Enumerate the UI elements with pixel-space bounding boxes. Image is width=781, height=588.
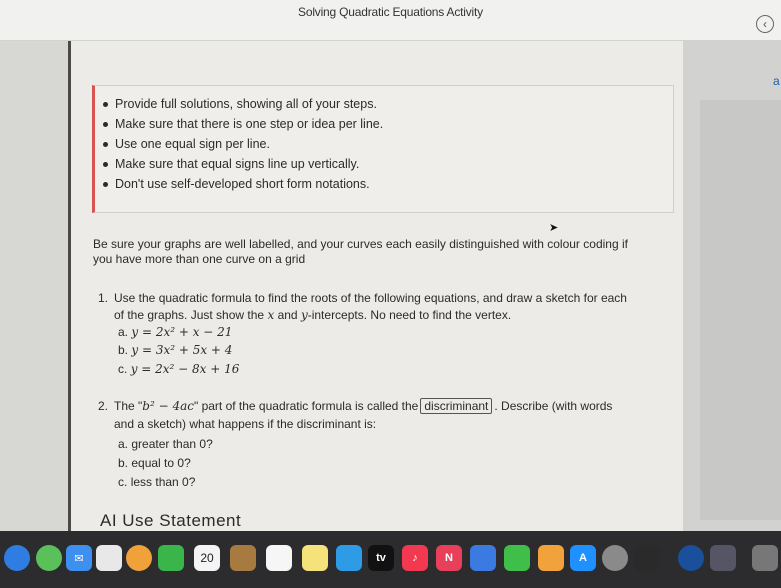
facetime-icon[interactable]: [158, 545, 184, 571]
item-letter: b.: [118, 343, 129, 357]
instruction-item: Don't use self-developed short form notations.: [115, 177, 370, 191]
item-letter: c.: [118, 475, 128, 489]
reminders-icon[interactable]: [266, 545, 292, 571]
browser-icon[interactable]: [678, 545, 704, 571]
q2-item-a: [118, 437, 213, 451]
ai-use-statement-heading: AI Use Statement: [100, 511, 242, 530]
news-icon[interactable]: N: [436, 545, 462, 571]
graph-note-line1: Be sure your graphs are well labelled, and your curves each easily distinguished with colour coding if: [93, 237, 628, 251]
left-gutter: [0, 41, 68, 531]
finder-icon[interactable]: [4, 545, 30, 571]
equation: y = 3x² + 5x + 4: [131, 343, 233, 357]
q1-line2-mid: and: [277, 308, 298, 322]
item-letter: b.: [118, 456, 129, 470]
messages-icon[interactable]: [36, 545, 62, 571]
instruction-item: Make sure that there is one step or idea per line.: [115, 117, 384, 131]
q1-item-c: [118, 362, 239, 376]
pages-icon[interactable]: [538, 545, 564, 571]
photos-icon[interactable]: [126, 545, 152, 571]
instruction-item: Provide full solutions, showing all of your steps.: [115, 97, 377, 111]
q2-mid: " part of the quadratic formula is called the: [193, 399, 419, 413]
calendar-icon[interactable]: [194, 545, 220, 571]
item-letter: a.: [118, 437, 129, 451]
system-settings-icon[interactable]: [602, 545, 628, 571]
trash-icon[interactable]: [752, 545, 778, 571]
q2-number: 2.: [98, 399, 109, 413]
q2-line2: and a sketch) what happens if the discriminant is:: [114, 417, 377, 431]
q1-line1: Use the quadratic formula to find the roots of the following equations, and draw a sketch for each: [114, 291, 627, 305]
q1-line2-post: -intercepts. No need to find the vertex.: [307, 308, 512, 322]
dock: [0, 531, 781, 588]
preview-icon[interactable]: [710, 545, 736, 571]
item-letter: c.: [118, 362, 128, 376]
page-left-rule: [68, 41, 71, 531]
notes-icon[interactable]: [302, 545, 328, 571]
item-text: equal to 0?: [131, 456, 191, 470]
item-text: greater than 0?: [131, 437, 213, 451]
q2-item-b: [118, 456, 191, 470]
tv-icon[interactable]: [368, 545, 394, 571]
page-title: Solving Quadratic Equations Activity: [298, 5, 483, 19]
q1-number: 1.: [98, 291, 109, 305]
q1-line2-pre: of the graphs. Just show the: [114, 308, 265, 322]
equation: y = 2x² − 8x + 16: [130, 362, 240, 376]
contacts-icon[interactable]: [230, 545, 256, 571]
document-page[interactable]: [68, 41, 683, 531]
numbers-icon[interactable]: [504, 545, 530, 571]
q1-item-b: [118, 343, 232, 357]
equation: y = 2x² + x − 21: [131, 325, 233, 339]
window-title-bar: [0, 0, 781, 41]
q2-line1: [114, 399, 612, 413]
chevron-left-icon[interactable]: ‹: [756, 15, 774, 33]
q1-line2: [114, 308, 511, 322]
discriminant-term-box: discriminant: [420, 398, 492, 414]
keynote-icon[interactable]: [470, 545, 496, 571]
item-text: less than 0?: [130, 475, 196, 489]
q2-post: . Describe (with words: [494, 399, 613, 413]
freeform-icon[interactable]: [336, 545, 362, 571]
q2-pre: The ": [114, 399, 143, 413]
graph-note-line2: you have more than one curve on a grid: [93, 252, 306, 266]
right-panel-inner: [700, 100, 781, 520]
q2-item-c: [118, 475, 195, 489]
instructions-callout: [92, 85, 674, 213]
mail-icon[interactable]: ✉: [66, 545, 92, 571]
edge-text: a: [773, 74, 780, 88]
music-icon[interactable]: ♪: [402, 545, 428, 571]
mouse-cursor-icon: ➤: [549, 222, 559, 234]
app-store-icon[interactable]: A: [570, 545, 596, 571]
calendar-day: 20: [200, 551, 214, 565]
var-x: x: [267, 308, 275, 322]
discriminant-expression: b² − 4ac: [142, 399, 194, 413]
var-y: y: [300, 308, 308, 322]
instruction-item: Make sure that equal signs line up vertically.: [115, 157, 360, 171]
pencil-app-icon[interactable]: [634, 545, 660, 571]
instruction-item: Use one equal sign per line.: [115, 137, 270, 151]
maps-icon[interactable]: [96, 545, 122, 571]
item-letter: a.: [118, 325, 129, 339]
q1-item-a: [118, 325, 232, 339]
tv-label: tv: [376, 552, 386, 564]
